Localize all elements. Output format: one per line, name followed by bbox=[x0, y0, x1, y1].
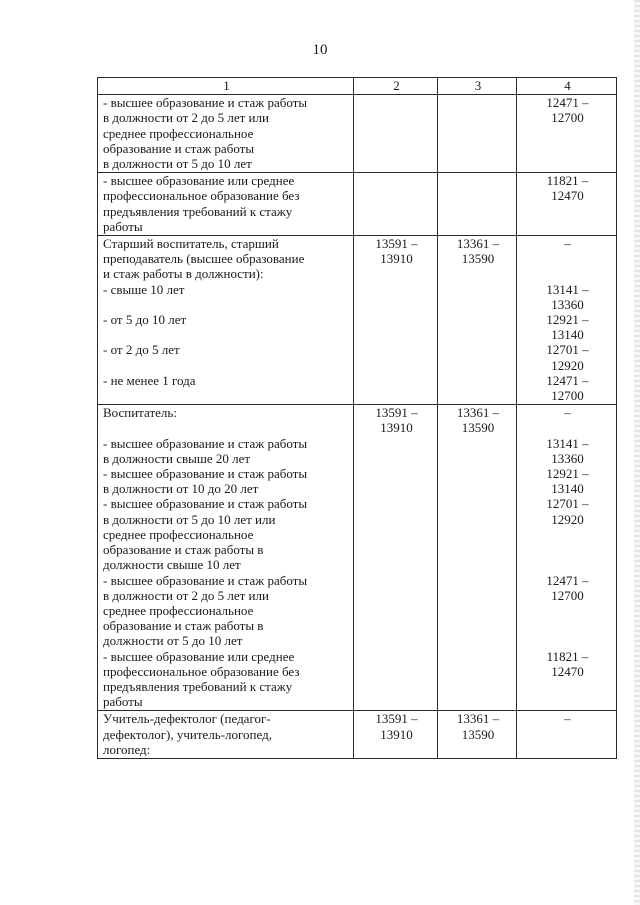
salary-range: 13361 – bbox=[456, 236, 500, 252]
salary-range: 13140 bbox=[551, 481, 584, 497]
header-col-3: 3 bbox=[438, 78, 517, 95]
salary-range: 13360 bbox=[551, 296, 584, 312]
sub-label: должности от 5 до 10 лет bbox=[103, 633, 243, 649]
cell-col-2 bbox=[354, 711, 438, 759]
sub-label: - высшее образование и стаж работы bbox=[103, 572, 308, 588]
salary-range: 12921 – bbox=[546, 466, 589, 482]
sub-label: в должности от 10 до 20 лет bbox=[103, 481, 259, 497]
page-number: 10 bbox=[312, 42, 328, 58]
table-row bbox=[98, 173, 617, 236]
sub-label: в должности свыше 20 лет bbox=[103, 450, 251, 466]
cell-col-2 bbox=[354, 405, 438, 711]
salary-range: 12701 – bbox=[546, 496, 589, 512]
salary-range: 13910 bbox=[380, 420, 413, 436]
sub-label: - высшее образование и стаж работы bbox=[103, 435, 308, 451]
salary-range: 13141 – bbox=[546, 435, 589, 451]
salary-range: 13361 – bbox=[456, 711, 500, 727]
salary-range: 13141 – bbox=[546, 281, 589, 297]
table-header-row bbox=[98, 78, 617, 95]
sub-label: в должности от 2 до 5 лет или bbox=[103, 587, 269, 603]
text-line: преподаватель (высшее образование bbox=[103, 251, 305, 267]
table-row bbox=[98, 405, 617, 711]
salary-range: 12920 bbox=[551, 357, 584, 373]
sub-label: - не менее 1 года bbox=[103, 372, 196, 388]
sub-label: - от 2 до 5 лет bbox=[103, 342, 180, 358]
sub-label: - высшее образование и стаж работы bbox=[103, 496, 308, 512]
salary-range: 13361 – bbox=[456, 405, 500, 421]
salary-range: 13140 bbox=[551, 327, 584, 343]
row-description bbox=[98, 173, 354, 236]
table-row bbox=[98, 711, 617, 759]
row-description bbox=[98, 711, 354, 759]
salary-range: 12470 bbox=[551, 188, 584, 204]
salary-range: 13591 – bbox=[375, 405, 418, 421]
text-line: предъявления требований к стажу bbox=[103, 203, 293, 219]
sub-label: работы bbox=[103, 694, 143, 710]
sub-label: должности свыше 10 лет bbox=[103, 557, 241, 573]
salary-range: 13590 bbox=[461, 726, 495, 742]
salary-table bbox=[97, 77, 617, 759]
salary-range: 12701 – bbox=[546, 342, 589, 358]
text-line: профессиональное образование без bbox=[103, 188, 300, 204]
salary-range: – bbox=[564, 711, 571, 727]
sub-label: профессиональное образование без bbox=[103, 663, 300, 679]
sub-label: образование и стаж работы в bbox=[103, 618, 264, 634]
salary-range: 13910 bbox=[380, 726, 413, 742]
row-description bbox=[98, 236, 354, 405]
text-line: образование и стаж работы bbox=[103, 140, 255, 156]
cell-col-4 bbox=[517, 405, 617, 711]
salary-range: 12700 bbox=[551, 587, 584, 603]
table-row bbox=[98, 236, 617, 405]
salary-range: 12700 bbox=[551, 388, 584, 404]
text-line: Воспитатель: bbox=[103, 405, 177, 421]
table-row bbox=[98, 95, 617, 173]
row-description bbox=[98, 95, 354, 173]
cell-col-3 bbox=[438, 95, 517, 173]
cell-col-2 bbox=[354, 173, 438, 236]
salary-range: – bbox=[564, 236, 571, 252]
salary-range: 13591 – bbox=[375, 236, 418, 252]
cell-col-3 bbox=[438, 405, 517, 711]
salary-range: 13591 – bbox=[375, 711, 418, 727]
salary-range: 12471 – bbox=[546, 95, 589, 111]
text-line: в должности от 5 до 10 лет bbox=[103, 156, 252, 172]
text-line: работы bbox=[103, 218, 143, 234]
header-col-4: 4 bbox=[517, 78, 617, 95]
salary-range: 13910 bbox=[380, 251, 413, 267]
text-line: в должности от 2 до 5 лет или bbox=[103, 110, 269, 126]
cell-col-4 bbox=[517, 711, 617, 759]
salary-range: – bbox=[564, 405, 571, 421]
text-line: Старший воспитатель, старший bbox=[103, 236, 279, 252]
sub-label: - высшее образование и стаж работы bbox=[103, 466, 308, 482]
cell-col-3 bbox=[438, 711, 517, 759]
text-line: - высшее образование или среднее bbox=[103, 173, 295, 189]
salary-range: 11821 – bbox=[546, 173, 589, 189]
sub-label: в должности от 5 до 10 лет или bbox=[103, 511, 276, 527]
salary-range: 12920 bbox=[551, 511, 584, 527]
salary-range: 11821 – bbox=[546, 648, 589, 664]
sub-label: среднее профессиональное bbox=[103, 602, 254, 618]
sub-label: - от 5 до 10 лет bbox=[103, 312, 187, 328]
salary-range: 12471 – bbox=[546, 572, 589, 588]
salary-range: 12470 bbox=[551, 663, 584, 679]
header-col-1: 1 bbox=[98, 78, 354, 95]
salary-range: 12471 – bbox=[546, 372, 589, 388]
cell-col-4 bbox=[517, 236, 617, 405]
cell-col-3 bbox=[438, 236, 517, 405]
scan-edge bbox=[634, 0, 640, 905]
salary-range: 13360 bbox=[551, 450, 584, 466]
sub-label: среднее профессиональное bbox=[103, 526, 254, 542]
text-line: Учитель-дефектолог (педагог- bbox=[103, 711, 271, 727]
salary-range: 12700 bbox=[551, 110, 584, 126]
cell-col-4 bbox=[517, 173, 617, 236]
text-line: - высшее образование и стаж работы bbox=[103, 95, 308, 111]
row-description bbox=[98, 405, 354, 711]
sub-label: предъявления требований к стажу bbox=[103, 678, 293, 694]
salary-range: 13590 bbox=[461, 420, 495, 436]
text-line: логопед: bbox=[103, 741, 151, 757]
cell-col-2 bbox=[354, 236, 438, 405]
cell-col-3 bbox=[438, 173, 517, 236]
sub-label: образование и стаж работы в bbox=[103, 542, 264, 558]
header-col-2: 2 bbox=[354, 78, 438, 95]
cell-col-2 bbox=[354, 95, 438, 173]
sub-label: - свыше 10 лет bbox=[103, 281, 185, 297]
text-line: и стаж работы в должности): bbox=[103, 266, 264, 282]
salary-range: 13590 bbox=[461, 251, 495, 267]
cell-col-4 bbox=[517, 95, 617, 173]
text-line: среднее профессиональное bbox=[103, 125, 254, 141]
text-line: дефектолог), учитель-логопед, bbox=[103, 726, 272, 742]
salary-range: 12921 – bbox=[546, 312, 589, 328]
sub-label: - высшее образование или среднее bbox=[103, 648, 295, 664]
